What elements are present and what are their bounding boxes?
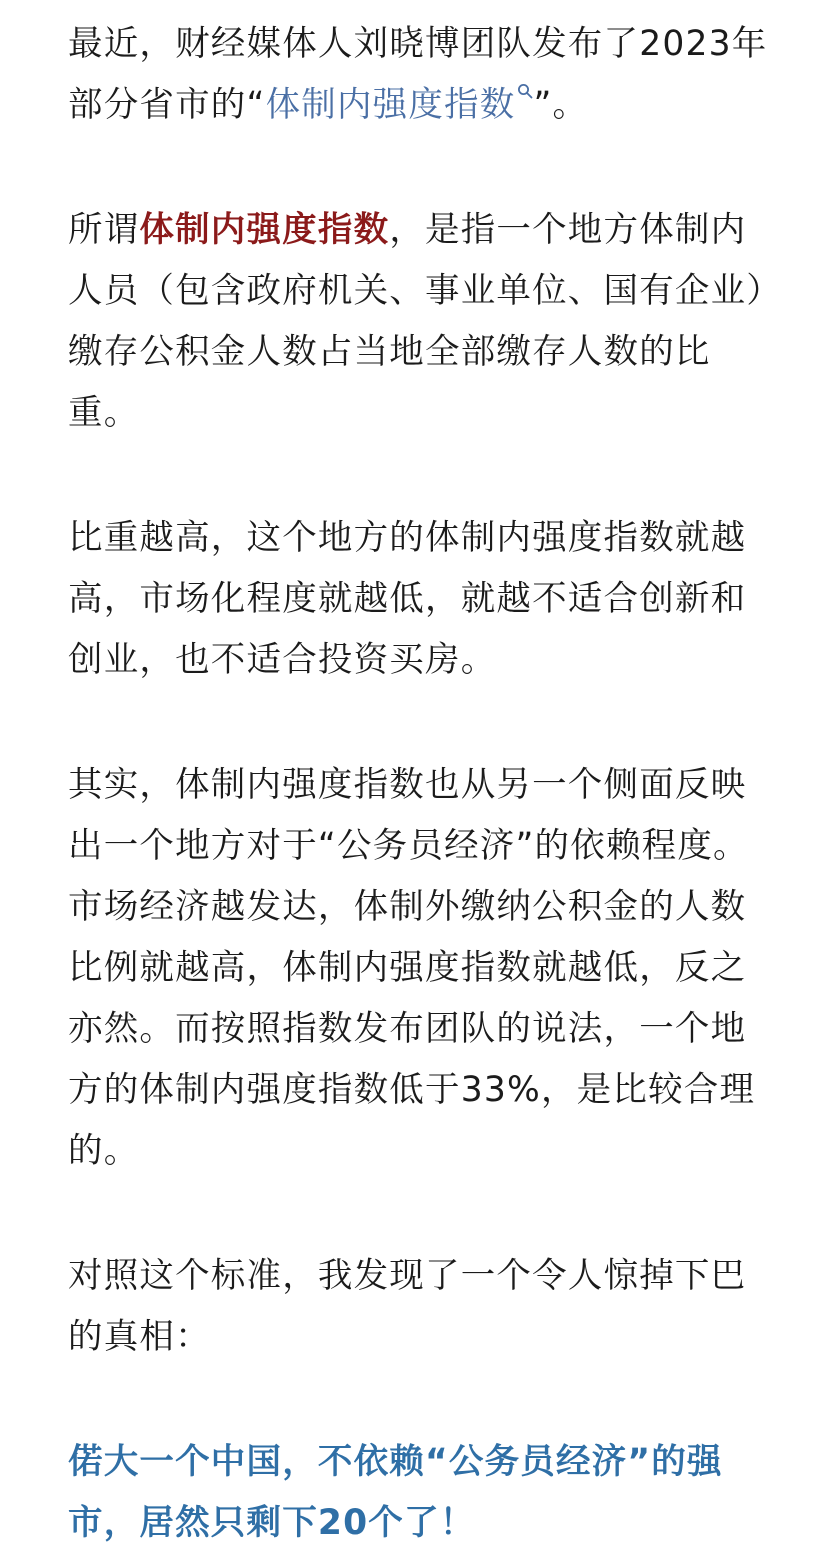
paragraph-ratio: 比重越高，这个地方的体制内强度指数就越高，市场化程度就越低，就越不适合创新和创业，也不适合投资买房。 [68,518,747,680]
paragraph-dependency: 其实，体制内强度指数也从另一个侧面反映出一个地方对于“公务员经济”的依赖程度。市场经济越发达，体制外缴纳公积金的人数比例就越高，体制内强度指数就越低，反之亦然。而按照指数发布团队的说法，一个地方的体制内强度指数低于33%，是比较合理的。 [68,765,756,1171]
index-term-link-text[interactable]: 体制内强度指数 [265,85,516,125]
paragraph-definition [68,200,768,444]
paragraph-standard: 对照这个标准，我发现了一个令人惊掉下巴的真相： [68,1256,747,1357]
index-term-link[interactable] [266,85,534,125]
definition-lead: 所谓 [68,210,140,250]
intro-text-end: ”。 [533,85,589,125]
definition-text: ，是指一个地方体制内人员（包含政府机关、事业单位、国有企业）缴存公积金人数占当地全部缴存人数的比重。 [68,210,765,433]
article-body [68,14,768,1554]
intro-text: 最近，财经媒体人刘晓博团队发布了2023年部分省市的“ [68,24,768,125]
search-icon[interactable] [517,83,533,105]
paragraph-intro [68,14,768,136]
bold-term: 体制内强度指数 [139,210,390,250]
paragraph-conclusion: 偌大一个中国，不依赖“公务员经济”的强市，居然只剩下20个了！ [68,1442,723,1543]
